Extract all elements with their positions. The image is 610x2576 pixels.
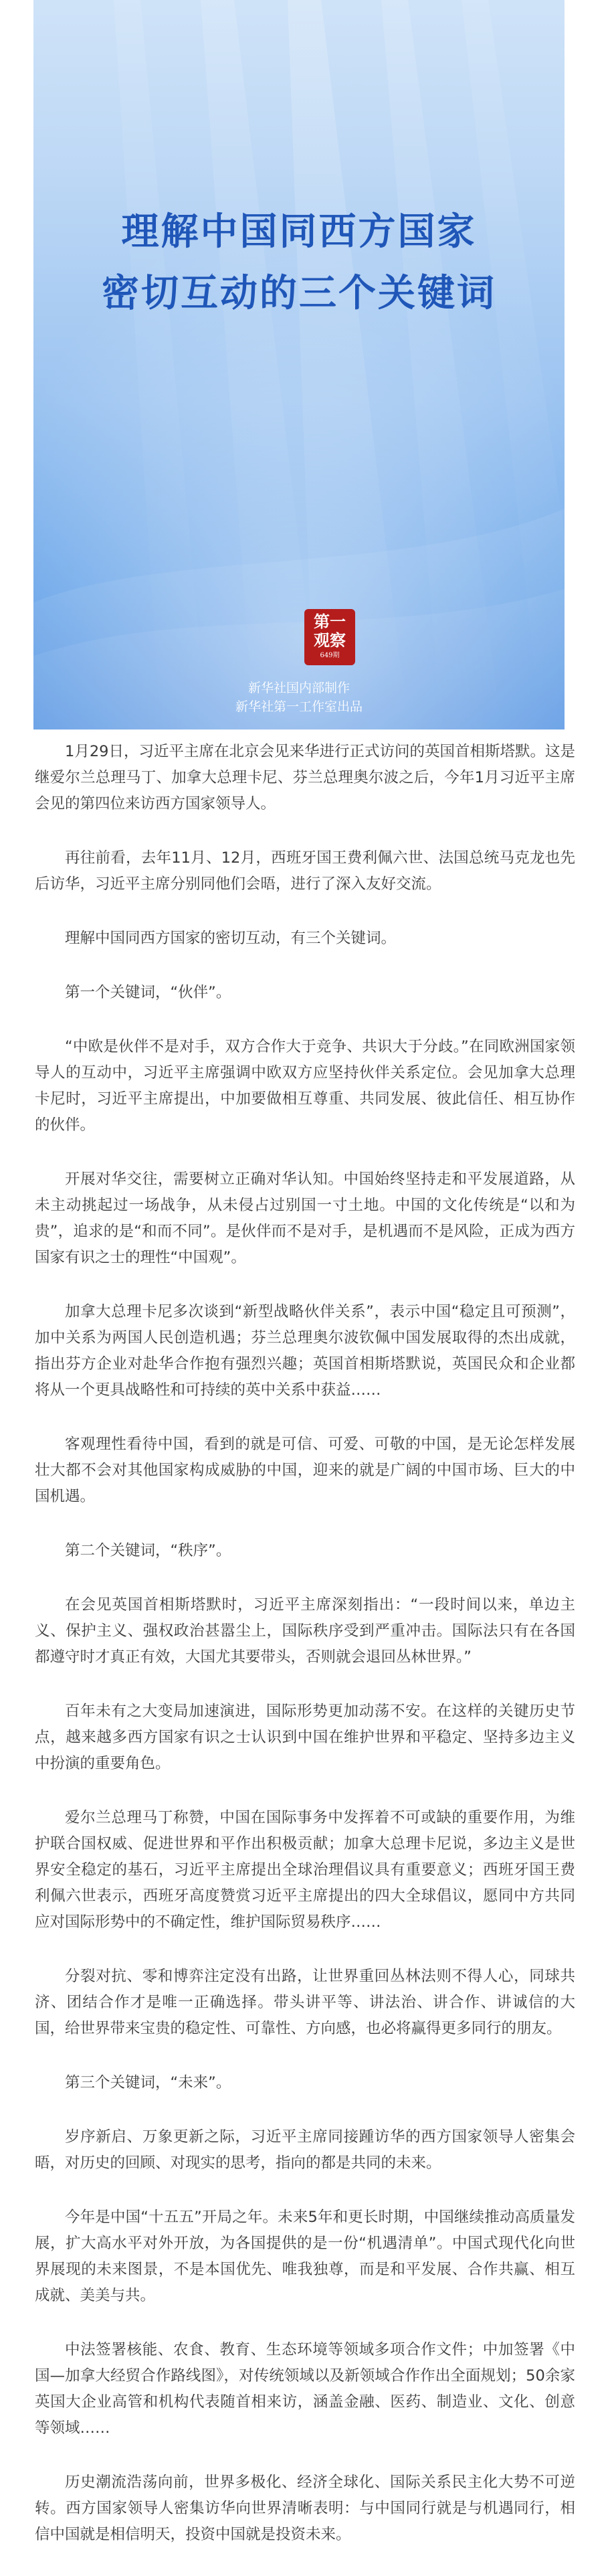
cover-title — [33, 201, 565, 324]
keyword-heading: 第一个关键词，“伙伴”。 — [65, 984, 231, 1001]
cover-credits — [33, 679, 565, 716]
cover-banner — [33, 0, 565, 729]
article-paragraph: 加拿大总理卡尼多次谈到“新型战略伙伴关系”，表示中国“稳定且可预测”，加中关系为两国人民创造机遇；芬兰总理奥尔波钦佩中国发展取得的杰出成就，指出芬方企业对赴华合作抱有强烈兴趣；英国首相斯塔默说，英国民众和企业都将从一个更具战略性和可持续的英中关系中获益…… — [35, 1303, 575, 1399]
cover-title-line-2: 密切互动的三个关键词 — [102, 271, 496, 315]
light-rays-decoration — [33, 0, 565, 729]
article-paragraph: 岁序新启、万象更新之际，习近平主席同接踵访华的西方国家领导人密集会晤，对历史的回顾、对现实的思考，指向的都是共同的未来。 — [35, 2128, 575, 2172]
article-paragraph: 历史潮流浩荡向前，世界多极化、经济全球化、国际关系民主化大势不可逆转。西方国家领导人密集访华向世界清晰表明：与中国同行就是与机遇同行，相信中国就是相信明天，投资中国就是投资未来。 — [35, 2474, 575, 2543]
seal-text-bottom: 观察 — [314, 630, 346, 650]
article-paragraph: 1月29日，习近平主席在北京会见来华进行正式访问的英国首相斯塔默。这是继爱尔兰总理马丁、加拿大总理卡尼、芬兰总理奥尔波之后，今年1月习近平主席会见的第四位来访西方国家领导人。 — [35, 743, 575, 812]
article-paragraph: 开展对华交往，需要树立正确对华认知。中国始终坚持走和平发展道路，从未主动挑起过一场战争，从未侵占过别国一寸土地。中国的文化传统是“以和为贵”，追求的是“和而不同”。是伙伴而不是对手，是机遇而不是风险，正成为西方国家有识之士的理性“中国观”。 — [35, 1171, 575, 1266]
column-seal-logo — [304, 609, 355, 665]
article-paragraph: 今年是中国“十五五”开局之年。未来5年和更长时期，中国继续推动高质量发展，扩大高水平对外开放，为各国提供的是一份“机遇清单”。中国式现代化向世界展现的未来图景，不是本国优先、唯我独尊，而是和平发展、合作共赢、相互成就、美美与共。 — [35, 2209, 575, 2304]
article-paragraph: 再往前看，去年11月、12月，西班牙国王费利佩六世、法国总统马克龙也先后访华，习近平主席分别同他们会晤，进行了深入友好交流。 — [35, 849, 575, 893]
article-paragraph: 爱尔兰总理马丁称赞，中国在国际事务中发挥着不可或缺的重要作用，为维护联合国权威、促进世界和平作出积极贡献；加拿大总理卡尼说，多边主义是世界安全稳定的基石，习近平主席提出全球治理倡议具有重要意义；西班牙国王费利佩六世表示，西班牙高度赞赏习近平主席提出的四大全球倡议，愿同中方共同应对国际形势中的不确定性，维护国际贸易秩序…… — [35, 1809, 575, 1931]
article-paragraph: “中欧是伙伴不是对手，双方合作大于竞争、共识大于分歧。”在同欧洲国家领导人的互动中，习近平主席强调中欧双方应坚持伙伴关系定位。会见加拿大总理卡尼时，习近平主席提出，中加要做相互尊重、共同发展、彼此信任、相互协作的伙伴。 — [35, 1038, 575, 1134]
keyword-heading: 第二个关键词，“秩序”。 — [65, 1542, 231, 1559]
article-paragraph: 理解中国同西方国家的密切互动，有三个关键词。 — [65, 930, 397, 947]
seal-text-top: 第一 — [314, 612, 346, 631]
credit-producer: 新华社国内部制作 — [247, 681, 350, 695]
article-body — [35, 739, 575, 2576]
article-paragraph: 客观理性看待中国，看到的就是可信、可爱、可敬的中国，是无论怎样发展壮大都不会对其他国家构成威胁的中国，迎来的就是广阔的中国市场、巨大的中国机遇。 — [35, 1436, 575, 1505]
article-paragraph: 中法签署核能、农食、教育、生态环境等领域多项合作文件；中加签署《中国—加拿大经贸合作路线图》，对传统领域以及新领域合作作出全面规划；50余家英国大企业高管和机构代表随首相来访，涵盖金融、医药、制造业、文化、创意等领域…… — [35, 2341, 575, 2437]
seal-issue-number: 649期 — [320, 652, 340, 659]
article-paragraph: 百年未有之大变局加速演进，国际形势更加动荡不安。在这样的关键历史节点，越来越多西方国家有识之士认识到中国在维护世界和平稳定、坚持多边主义中扮演的重要角色。 — [35, 1703, 575, 1772]
article-paragraph: 在会见英国首相斯塔默时，习近平主席深刻指出：“一段时间以来，单边主义、保护主义、强权政治甚嚣尘上，国际秩序受到严重冲击。国际法只有在各国都遵守时才真正有效，大国尤其要带头，否则就会退回丛林世界。” — [35, 1596, 575, 1666]
article-paragraph: 分裂对抗、零和博弈注定没有出路，让世界重回丛林法则不得人心，同球共济、团结合作才是唯一正确选择。带头讲平等、讲法治、讲合作、讲诚信的大国，给世界带来宝贵的稳定性、可靠性、方向感，也必将赢得更多同行的朋友。 — [35, 1968, 575, 2037]
cover-title-line-1: 理解中国同西方国家 — [121, 209, 477, 254]
credit-studio: 新华社第一工作室出品 — [235, 699, 363, 714]
keyword-heading: 第三个关键词，“未来”。 — [65, 2074, 231, 2091]
